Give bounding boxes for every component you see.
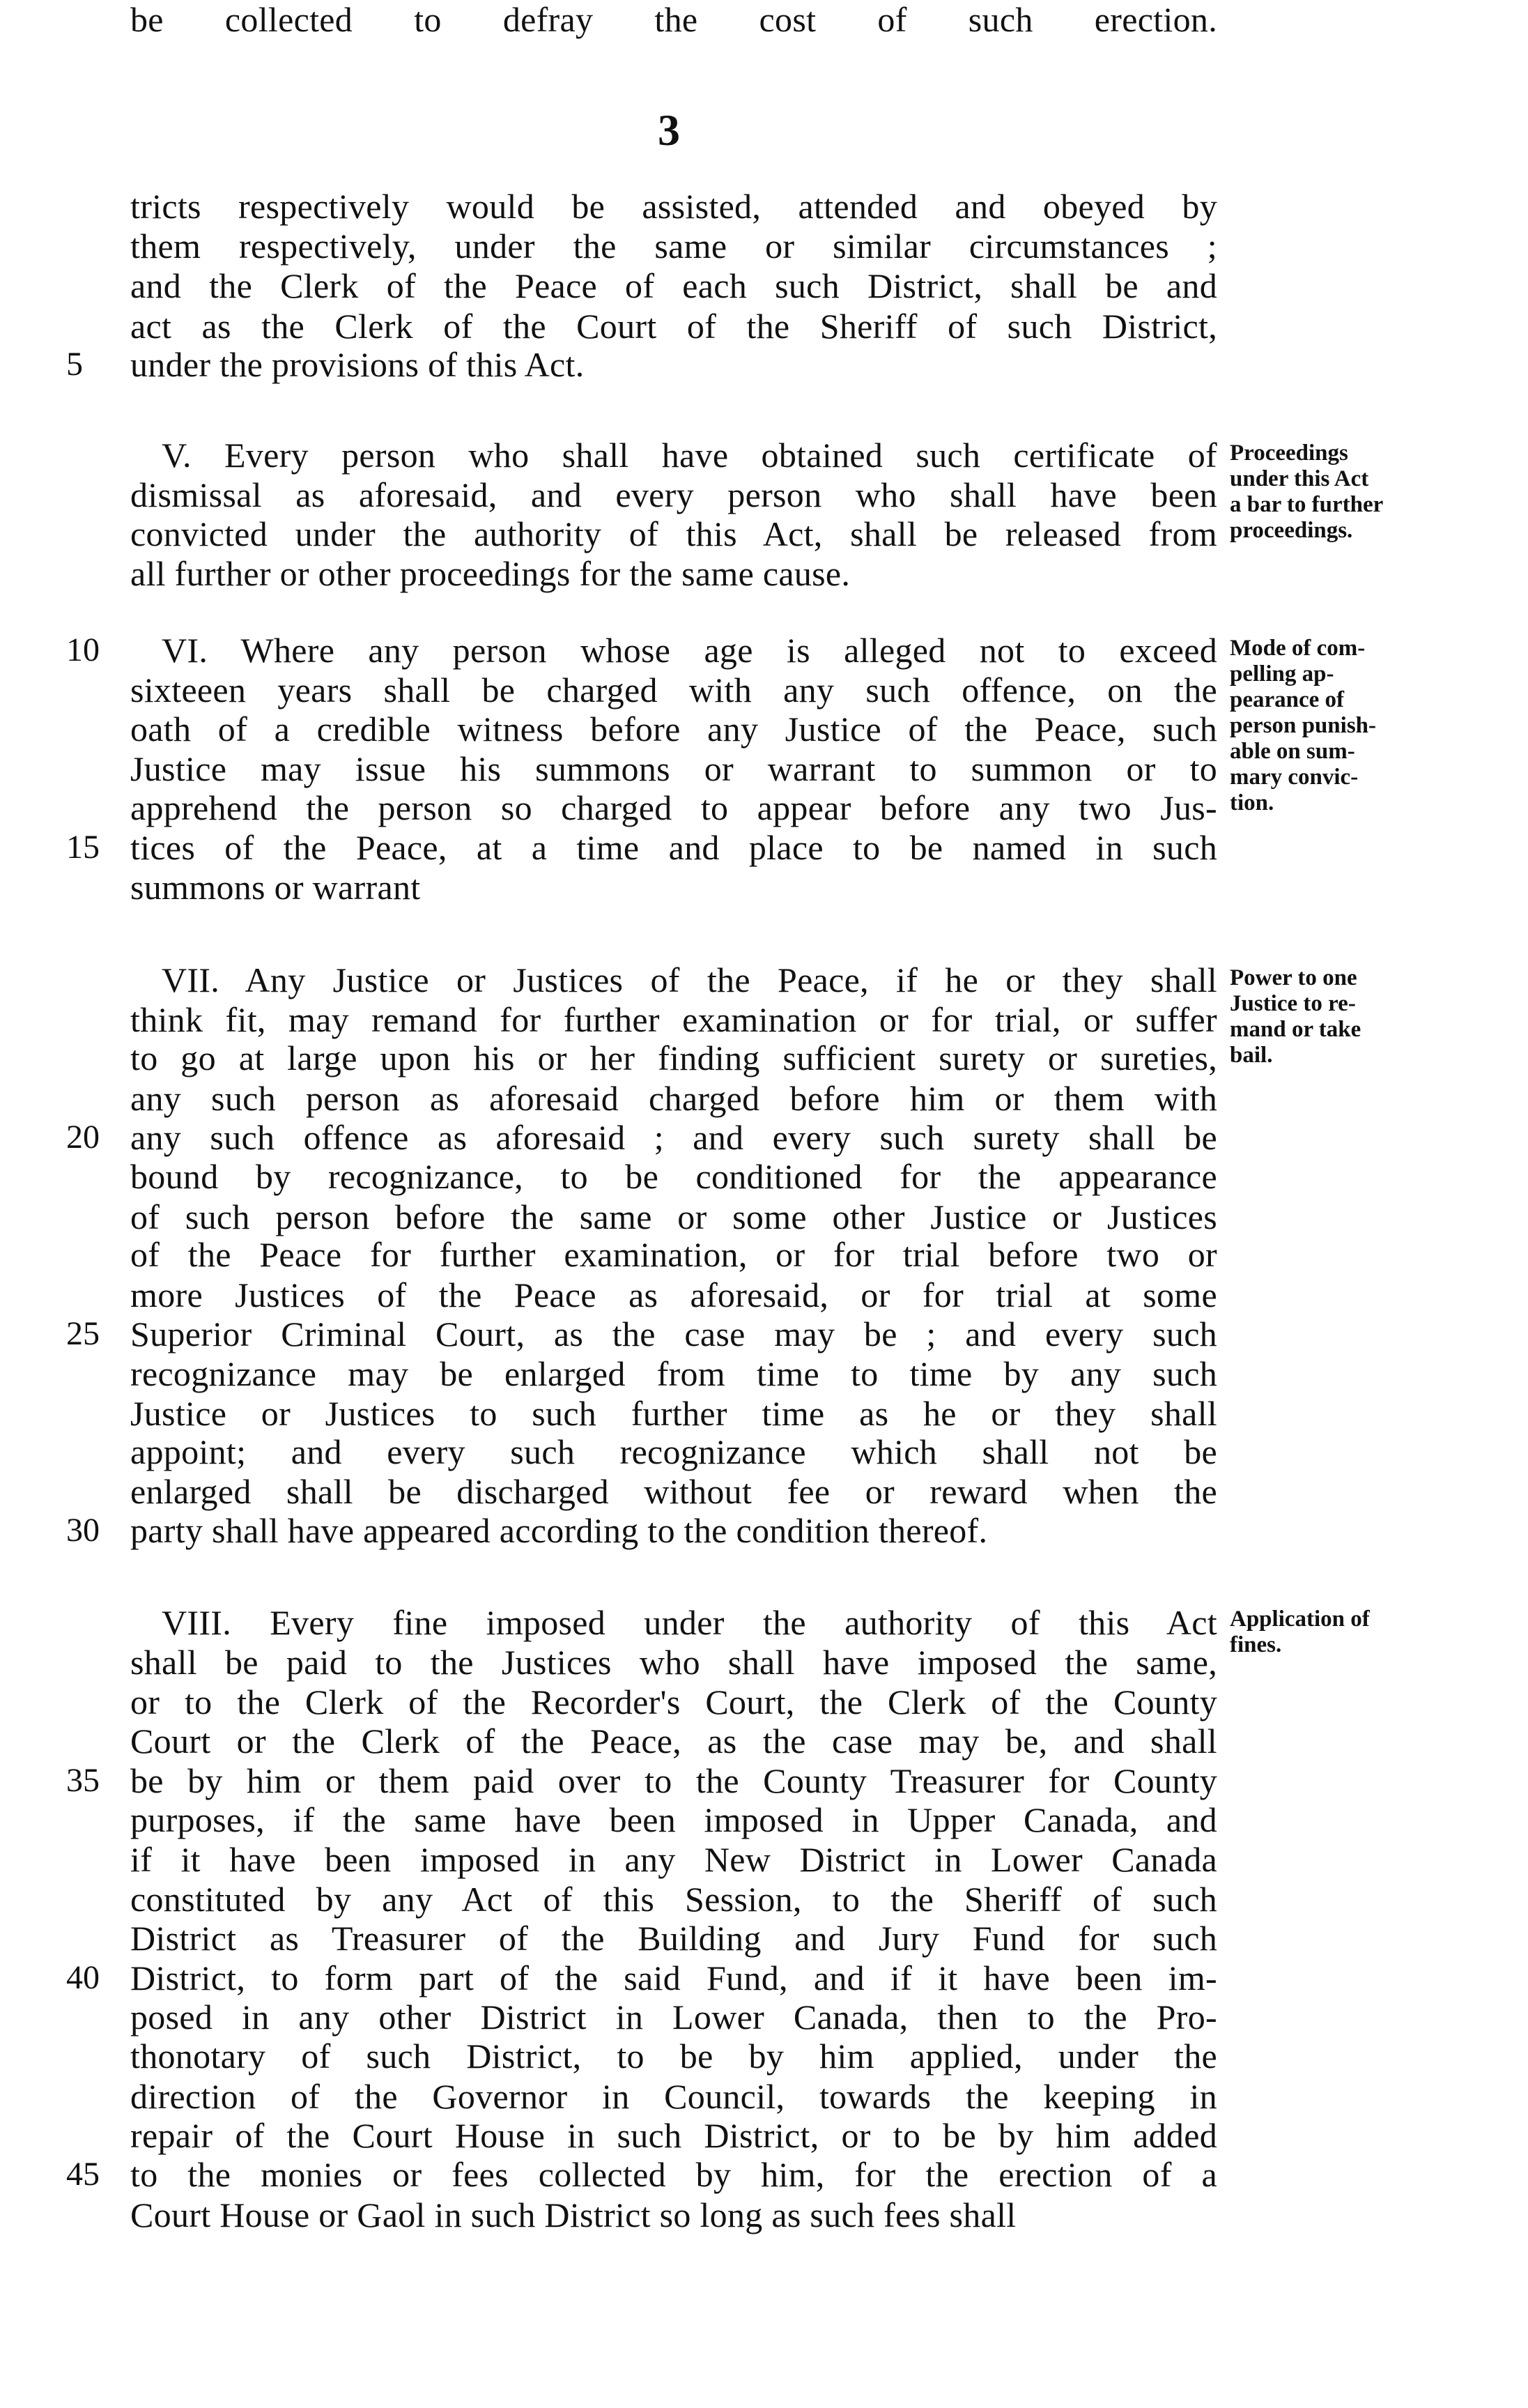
margin-note-line: under this Act <box>1230 466 1369 491</box>
line-number: 20 <box>66 1119 100 1156</box>
page-number: 3 <box>658 105 680 155</box>
line-number: 25 <box>66 1315 100 1352</box>
text-line: summons or warrant <box>130 868 421 907</box>
text-line: enlarged shall be discharged without fee or reward when the <box>130 1472 1217 1511</box>
line-number: 35 <box>66 1762 100 1799</box>
margin-note-line: Application of <box>1230 1606 1370 1632</box>
text-line: VII. Any Justice or Justices of the Peace, if he or they shall <box>162 960 1217 999</box>
text-line: dismissal as aforesaid, and every person who shall have been <box>130 475 1217 514</box>
line-number: 45 <box>66 2156 100 2193</box>
text-line: be by him or them paid over to the County Treasurer for County <box>130 1761 1217 1800</box>
text-line: shall be paid to the Justices who shall have imposed the same, <box>130 1643 1217 1682</box>
text-line: direction of the Governor in Council, towards the keeping in <box>130 2077 1217 2116</box>
line-number: 5 <box>66 346 83 383</box>
text-line: of the Peace for further examination, or for trial before two or <box>130 1235 1217 1274</box>
margin-note-line: able on sum- <box>1230 739 1355 764</box>
text-line: Court or the Clerk of the Peace, as the case may be, and shall <box>130 1721 1217 1761</box>
text-line: Court House or Gaol in such District so long as such fees shall <box>130 2195 1017 2234</box>
text-line: appoint; and every such recognizance which shall not be <box>130 1432 1217 1471</box>
text-line: tricts respectively would be assisted, attended and obeyed by <box>130 187 1217 226</box>
text-line: under the provisions of this Act. <box>130 345 585 384</box>
margin-note-line: tion. <box>1230 790 1274 815</box>
margin-note-line: person punish- <box>1230 713 1377 738</box>
text-line: posed in any other District in Lower Canada, then to the Pro- <box>130 1997 1217 2037</box>
text-line: to the monies or fees collected by him, for the erection of a <box>130 2155 1217 2194</box>
line-number: 30 <box>66 1512 100 1549</box>
text-line: purposes, if the same have been imposed in Upper Canada, and <box>130 1800 1217 1839</box>
margin-note-line: pelling ap- <box>1230 661 1334 687</box>
text-line: be collected to defray the cost of such erection. <box>130 0 1217 39</box>
text-line: if it have been imposed in any New District in Lower Canada <box>130 1840 1217 1879</box>
text-line: apprehend the person so charged to appear before any two Jus- <box>130 788 1217 827</box>
text-line: tices of the Peace, at a time and place to be named in such <box>130 828 1217 867</box>
margin-note-line: a bar to further <box>1230 492 1384 517</box>
text-line: Superior Criminal Court, as the case may be ; and every such <box>130 1314 1217 1353</box>
text-line: V. Every person who shall have obtained such certificate of <box>162 436 1217 475</box>
text-line: Justice or Justices to such further time as he or they shall <box>130 1394 1217 1433</box>
text-line: any such person as aforesaid charged before him or them with <box>130 1079 1217 1118</box>
margin-note-line: proceedings. <box>1230 518 1353 543</box>
line-number: 10 <box>66 631 100 668</box>
margin-note-line: mary convic- <box>1230 765 1359 790</box>
text-line: Justice may issue his summons or warrant to summon or to <box>130 749 1217 788</box>
margin-note-line: Power to one <box>1230 965 1357 990</box>
margin-note <box>1230 1606 1515 1658</box>
text-line: act as the Clerk of the Court of the Sheriff of such District, <box>130 307 1217 346</box>
margin-note <box>1230 440 1515 544</box>
text-line: or to the Clerk of the Recorder's Court, the Clerk of the County <box>130 1682 1217 1721</box>
line-number: 40 <box>66 1959 100 1996</box>
text-line: of such person before the same or some other Justice or Justices <box>130 1197 1217 1236</box>
text-line: District, to form part of the said Fund, and if it have been im- <box>130 1958 1217 1997</box>
text-line: repair of the Court House in such District, or to be by him added <box>130 2116 1217 2155</box>
text-line: and the Clerk of the Peace of each such District, shall be and <box>130 266 1217 305</box>
text-line: more Justices of the Peace as aforesaid, or for trial at some <box>130 1275 1217 1314</box>
line-number: 15 <box>66 829 100 866</box>
text-line: think fit, may remand for further examination or for trial, or suffer <box>130 1000 1217 1039</box>
text-line: to go at large upon his or her finding sufficient surety or sureties, <box>130 1038 1217 1078</box>
margin-note-line: mand or take <box>1230 1017 1361 1042</box>
text-line: VI. Where any person whose age is alleged not to exceed <box>162 631 1217 670</box>
text-line: convicted under the authority of this Act, shall be released from <box>130 514 1217 553</box>
margin-note-line: Mode of com- <box>1230 636 1366 661</box>
text-line: party shall have appeared according to the condition thereof. <box>130 1511 988 1550</box>
text-line: thonotary of such District, to be by him applied, under the <box>130 2037 1217 2076</box>
text-line: them respectively, under the same or similar circumstances ; <box>130 227 1217 266</box>
text-line: all further or other proceedings for the same cause. <box>130 554 851 593</box>
margin-note-line: fines. <box>1230 1632 1282 1657</box>
margin-note-line: pearance of <box>1230 687 1345 712</box>
margin-note-line: Proceedings <box>1230 440 1348 466</box>
margin-note-line: bail. <box>1230 1043 1273 1068</box>
text-line: bound by recognizance, to be conditioned for the appearance <box>130 1157 1217 1196</box>
text-line: any such offence as aforesaid ; and every such surety shall be <box>130 1118 1217 1157</box>
margin-note <box>1230 636 1515 816</box>
text-line: oath of a credible witness before any Justice of the Peace, such <box>130 710 1217 749</box>
margin-note <box>1230 965 1515 1068</box>
text-line: sixteeen years shall be charged with any such offence, on the <box>130 670 1217 710</box>
text-line: District as Treasurer of the Building and Jury Fund for such <box>130 1919 1217 1958</box>
text-line: VIII. Every fine imposed under the authority of this Act <box>162 1603 1217 1642</box>
text-line: constituted by any Act of this Session, to the Sheriff of such <box>130 1880 1217 1919</box>
margin-note-line: Justice to re- <box>1230 991 1356 1016</box>
text-line: recognizance may be enlarged from time to time by any such <box>130 1354 1217 1393</box>
